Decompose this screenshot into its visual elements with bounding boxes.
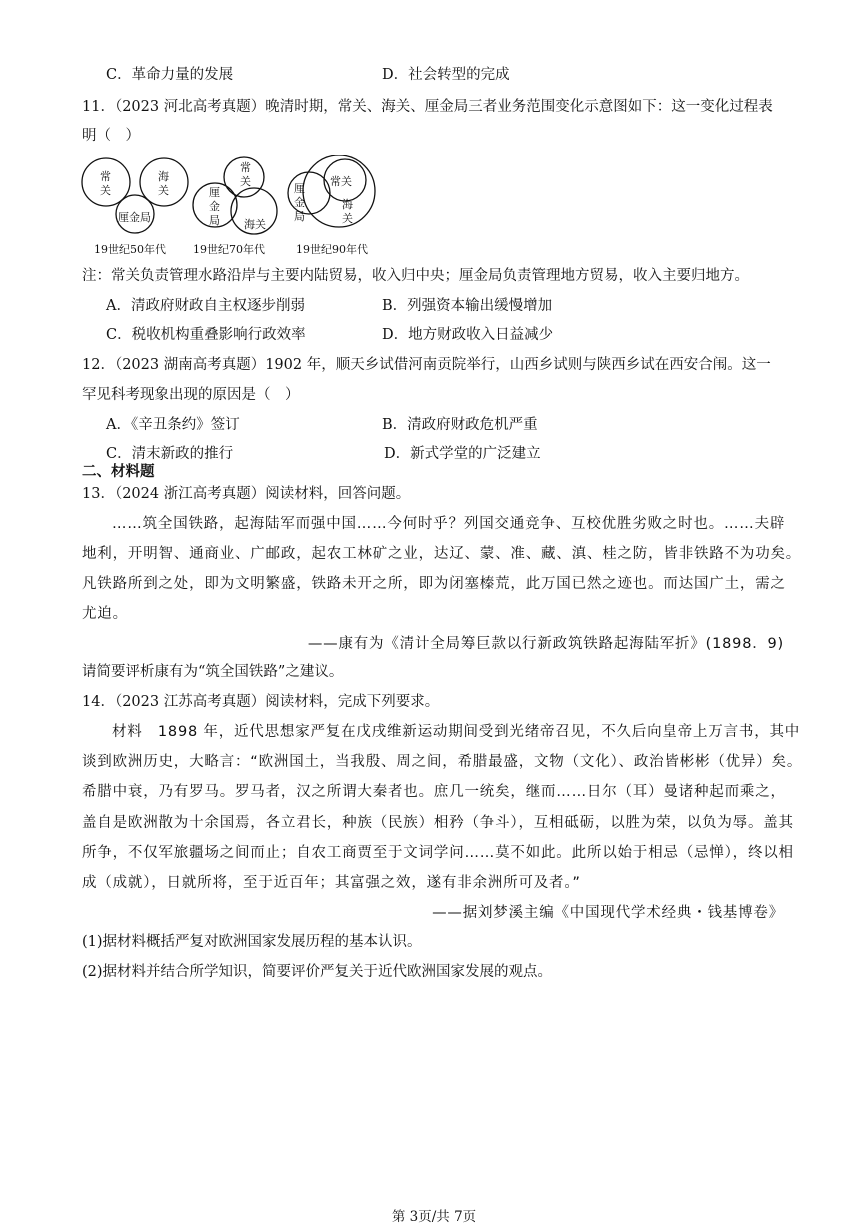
diagram-period-1850s: 19世纪50年代 xyxy=(94,243,166,256)
q14-material-line-5: 所争，不仅军旅疆场之间而止；自农工商贾至于文词学问……莫不如此。此所以始于相忌（忌惮），终以相 xyxy=(82,845,794,861)
q11-note: 注：常关负责管理水路沿岸与主要内陆贸易，收入归中央；厘金局负责管理地方贸易，收入主要归地方。 xyxy=(82,268,749,284)
page-number-footer: 第 3页/共 7页 xyxy=(391,1209,477,1225)
q14-material-line-1: 材料 1898 年，近代思想家严复在戊戌维新运动期间受到光绪帝召见，不久后向皇帝上万言书，其中 xyxy=(112,724,801,740)
q12-stem-line-1: 12．（2023 湖南高考真题）1902 年，顺天乡试借河南贡院举行，山西乡试则与陕西乡试在西安合闱。这一 xyxy=(82,357,771,373)
q13-stem: 13．（2024 浙江高考真题）阅读材料，回答问题。 xyxy=(82,486,411,502)
q10-option-d: D．社会转型的完成 xyxy=(382,67,510,83)
q13-material-line-4: 尤迫。 xyxy=(82,606,128,622)
q13-material-line-1: ……筑全国铁路，起海陆军而强中国……今何时乎？列国交通竞争、互校优胜劣败之时也。……夫辟 xyxy=(112,516,786,532)
diagram-1870s-haiguan-label: 海关 xyxy=(244,218,266,231)
q11-option-c: C．税收机构重叠影响行政效率 xyxy=(106,327,306,343)
q14-stem: 14．（2023 江苏高考真题）阅读材料，完成下列要求。 xyxy=(82,694,440,710)
q12-option-a: A．《辛丑条约》签订 xyxy=(106,417,240,433)
section-title-material: 二、材料题 xyxy=(82,463,155,480)
diagram-1890s-haiguan-label: 海关 xyxy=(342,198,353,225)
q11-option-d: D．地方财政收入日益减少 xyxy=(382,327,554,343)
q11-stem-line-2: 明（ ） xyxy=(82,128,140,144)
q14-source: ——据刘梦溪主编《中国现代学术经典・钱基博卷》 xyxy=(432,905,784,921)
q14-question-2: (2)据材料并结合所学知识，简要评价严复关于近代欧洲国家发展的观点。 xyxy=(82,964,553,980)
q12-stem-line-2: 罕见科考现象出现的原因是（ ） xyxy=(82,387,300,403)
q13-question: 请简要评析康有为“筑全国铁路”之建议。 xyxy=(82,664,344,680)
q10-option-c: C．革命力量的发展 xyxy=(106,67,234,83)
q12-option-d: D．新式学堂的广泛建立 xyxy=(384,446,541,462)
q14-material-line-2: 谈到欧洲历史，大略言：“欧洲国土，当我殷、周之间，希腊最盛，文物（文化）、政治皆彬彬（优异）矣。 xyxy=(82,754,803,770)
q12-option-c: C．清末新政的推行 xyxy=(106,446,234,462)
diagram-period-1890s: 19世纪90年代 xyxy=(296,243,368,256)
q13-material-line-2: 地利，开明智、通商业、广邮政，起农工林矿之业，达辽、蒙、准、藏、滇、桂之防，皆非铁路不为功矣。 xyxy=(82,546,802,562)
q11-option-b: B．列强资本输出缓慢增加 xyxy=(382,298,553,314)
diagram-1890s-changguan-label: 常关 xyxy=(330,175,352,188)
q14-material-line-3: 希腊中衰，乃有罗马。罗马者，汉之所谓大秦者也。庶几一统矣，继而……日尔（耳）曼诸种起而乘之， xyxy=(82,784,786,800)
diagram-1870s-lijin-label: 厘金局 xyxy=(209,186,220,227)
q11-option-a: A．清政府财政自主权逐步削弱 xyxy=(106,298,305,314)
diagram-period-1870s: 19世纪70年代 xyxy=(193,243,265,256)
diagram-1850s-haiguan-label: 海关 xyxy=(158,170,169,197)
q11-stem-line-1: 11．（2023 河北高考真题）晚清时期，常关、海关、厘金局三者业务范围变化示意图如下：这一变化过程表 xyxy=(82,99,773,115)
q14-material-line-4: 盖自是欧洲散为十余国焉，各立君长，种族（民族）相矜（争斗），互相砥砺，以胜为荣，以负为辱。盖其 xyxy=(82,815,794,831)
diagram-1850s-changguan-label: 常关 xyxy=(100,170,111,197)
diagram-1890s-lijin-label: 厘金局 xyxy=(294,182,305,223)
q12-option-b: B．清政府财政危机严重 xyxy=(382,417,538,433)
diagram-1870s-changguan-label: 常关 xyxy=(240,161,251,188)
q13-material-line-3: 凡铁路所到之处，即为文明繁盛，铁路未开之所，即为闭塞榛荒，此万国已然之迹也。而达国广土，需之 xyxy=(82,576,786,592)
q13-source: ——康有为《清计全局筹巨款以行新政筑铁路起海陆军折》(1898．9) xyxy=(307,636,784,652)
diagram-1850s-lijin-label: 厘金局 xyxy=(118,211,151,224)
q14-material-line-6: 成（成就），日就所将，至于近百年；其富强之效，遂有非余洲所可及者。” xyxy=(82,875,581,891)
q14-question-1: (1)据材料概括严复对欧洲国家发展历程的基本认识。 xyxy=(82,934,422,950)
